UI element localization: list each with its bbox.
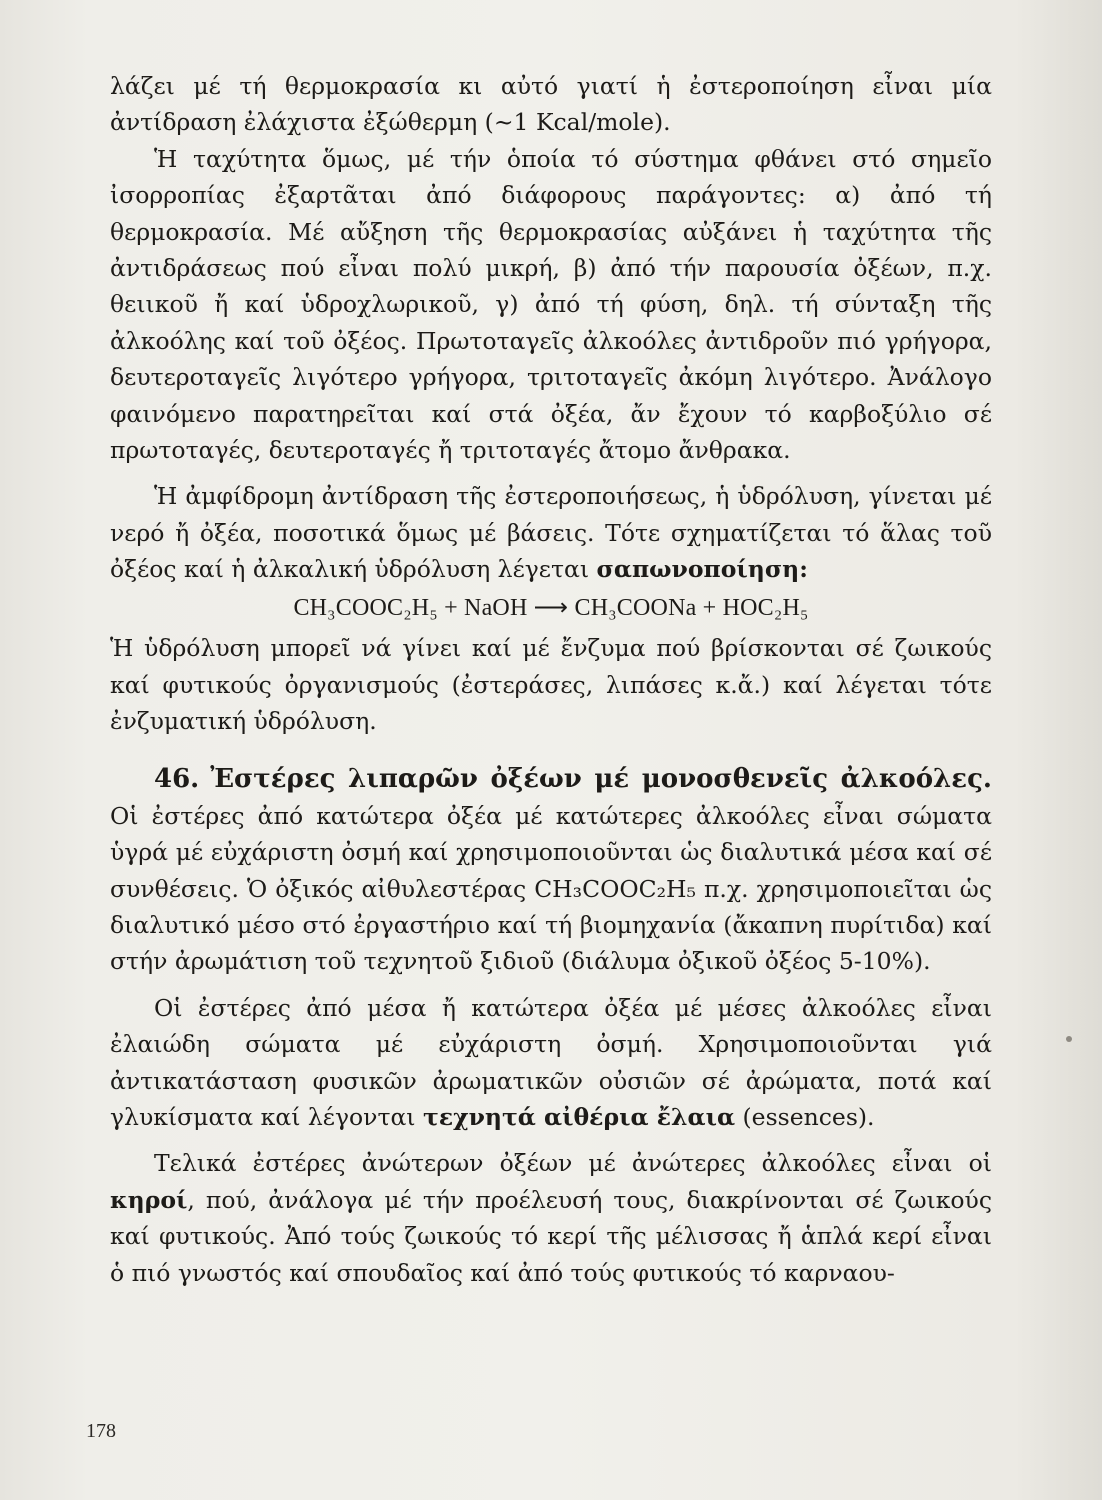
paragraph-temperature-text: λάζει μέ τή θερμοκρασία κι αὐτό γιατί ἡ ἐστεροποίηση εἶναι μία ἀντίδραση ἐλάχιστα ἐξώθερμη (~1 Kcal/mole). [110,72,992,137]
paragraph-enzymatic-text: Ἡ ὑδρόλυση μπορεῖ νά γίνει καί μέ ἔνζυμα πού βρίσκονται σέ ζωικούς καί φυτικούς ὀργανισμούς (ἐστεράσες, λιπάσες κ.ἄ.) καί λέγεται τότε ἐνζυματική ὑδρόλυση. [110,634,992,735]
formula-ethyl-acetate: CH₃COOC₂H₅ [534,874,696,903]
paragraph-essences-text: Οἱ ἐστέρες ἀπό μέσα ἤ κατώτερα ὀξέα μέ μέσες ἀλκοόλες εἶναι ἐλαιώδη σώματα μέ εὐχάριστη ὀσμή. Χρησιμοποιοῦνται γιά ἀντικατάσταση φυσικῶν ἀρωματικῶν οὐσιῶν σέ ἀρώματα, ποτά καί γλυκίσματα καί λέγονται [110,993,992,1131]
term-waxes: κηροί [110,1185,188,1214]
paragraph-waxes-tail: , πού, ἀνάλογα μέ τήν προέλευσή τους, διακρίνονται σέ ζωικούς καί φυτικούς. Ἀπό τούς ζωικούς τό κερί τῆς μέλισσας ἤ ἁπλά κερί εἶναι ὁ πιό γνωστός καί σπουδαῖος καί ἀπό τούς φυτικούς τό καρναου- [110,1185,992,1287]
paragraph-temperature [110,68,992,141]
paragraph-essences [110,990,992,1136]
paragraph-reaction-rate-text: Ἡ ταχύτητα ὅμως, μέ τήν ὁποία τό σύστημα φθάνει στό σημεῖο ἰσορροπίας ἐξαρτᾶται ἀπό διάφορους παράγοντες: α) ἀπό τή θερμοκρασία. Μέ αὔξηση τῆς θερμοκρασίας αὐξάνει ἡ ταχύτητα τῆς ἀντιδράσεως πού εἶναι πολύ μικρή, β) ἀπό τήν παρουσία ὀξέων, π.χ. θειικοῦ ἤ καί ὑδροχλωρικοῦ, γ) ἀπό τή φύση, δηλ. τή σύνταξη τῆς ἀλκοόλης καί τοῦ ὀξέος. Πρωτοταγεῖς ἀλκοόλες ἀντιδροῦν πιό γρήγορα, δευτεροταγεῖς λιγότερο γρήγορα, τριτοταγεῖς ἀκόμη λιγότερο. Ἀνάλογο φαινόμενο παρατηρεῖται καί στά ὀξέα, ἄν ἔχουν τό καρβοξύλιο σέ πρωτοταγές, δευτεροταγές ἤ τριτοταγές ἄτομο ἄνθρακα. [110,144,992,465]
section-46-text-b: π.χ. χρησιμοποιεῖται ὡς διαλυτικό μέσο στό ἐργαστήριο καί τή βιομηχανία (ἄκαπνη πυρίτιδα) καί στήν ἀρωμάτιση τοῦ τεχνητοῦ ξιδιοῦ (διάλυμα ὀξικοῦ ὀξέος 5-10%). [110,874,992,976]
paragraph-waxes [110,1145,992,1291]
equation-reactant-base: NaOH [464,594,528,621]
term-saponification: σαπωνοποίηση: [596,555,808,584]
paragraph-hydrolysis-text: Ἡ ἀμφίδρομη ἀντίδραση τῆς ἐστεροποιήσεως, ἡ ὑδρόλυση, γίνεται μέ νερό ἤ ὀξέα, ποσοτικά ὅμως μέ βάσεις. Τότε σχηματίζεται τό ἅλας τοῦ ὀξέος καί ἡ ἀλκαλική ὑδρόλυση λέγεται [110,482,992,584]
paragraph-waxes-text: Τελικά ἐστέρες ἀνώτερων ὀξέων μέ ἀνώτερες ἀλκοόλες εἶναι οἱ [154,1149,992,1178]
term-artificial-essential-oils: τεχνητά αἰθέρια ἔλαια [423,1102,736,1131]
equation-product-salt: CH₃COONa [574,594,697,621]
section-title: Ἐστέρες λιπαρῶν ὀξέων μέ μονοσθενεῖς ἀλκοόλες. [210,764,992,795]
section-46 [110,761,992,979]
equation-arrow-icon: ⟶ [527,594,575,621]
equation-plus-2: + [696,594,723,621]
equation-plus-1: + [437,594,465,621]
page-number: 178 [86,1420,116,1442]
page-body [110,68,992,1291]
paper-speck [1066,1036,1072,1042]
saponification-equation [110,590,992,626]
paragraph-reaction-rate [110,141,992,469]
equation-product-alcohol: HOC₂H₅ [722,594,809,621]
section-number: 46. [154,764,200,795]
equation-reactant-ester: CH₃COOC₂H₅ [293,594,438,621]
paragraph-enzymatic [110,630,992,739]
paragraph-essences-tail: (essences). [742,1102,875,1131]
paragraph-hydrolysis [110,478,992,587]
section-46-text-a: Οἱ ἐστέρες ἀπό κατώτερα ὀξέα μέ κατώτερες ἀλκοόλες εἶναι σώματα ὑγρά μέ εὐχάριστη ὀσμή καί χρησιμοποιοῦνται ὡς διαλυτικά μέσα καί σέ συνθέσεις. Ὁ ὀξικός αἰθυλεστέρας [110,801,992,903]
